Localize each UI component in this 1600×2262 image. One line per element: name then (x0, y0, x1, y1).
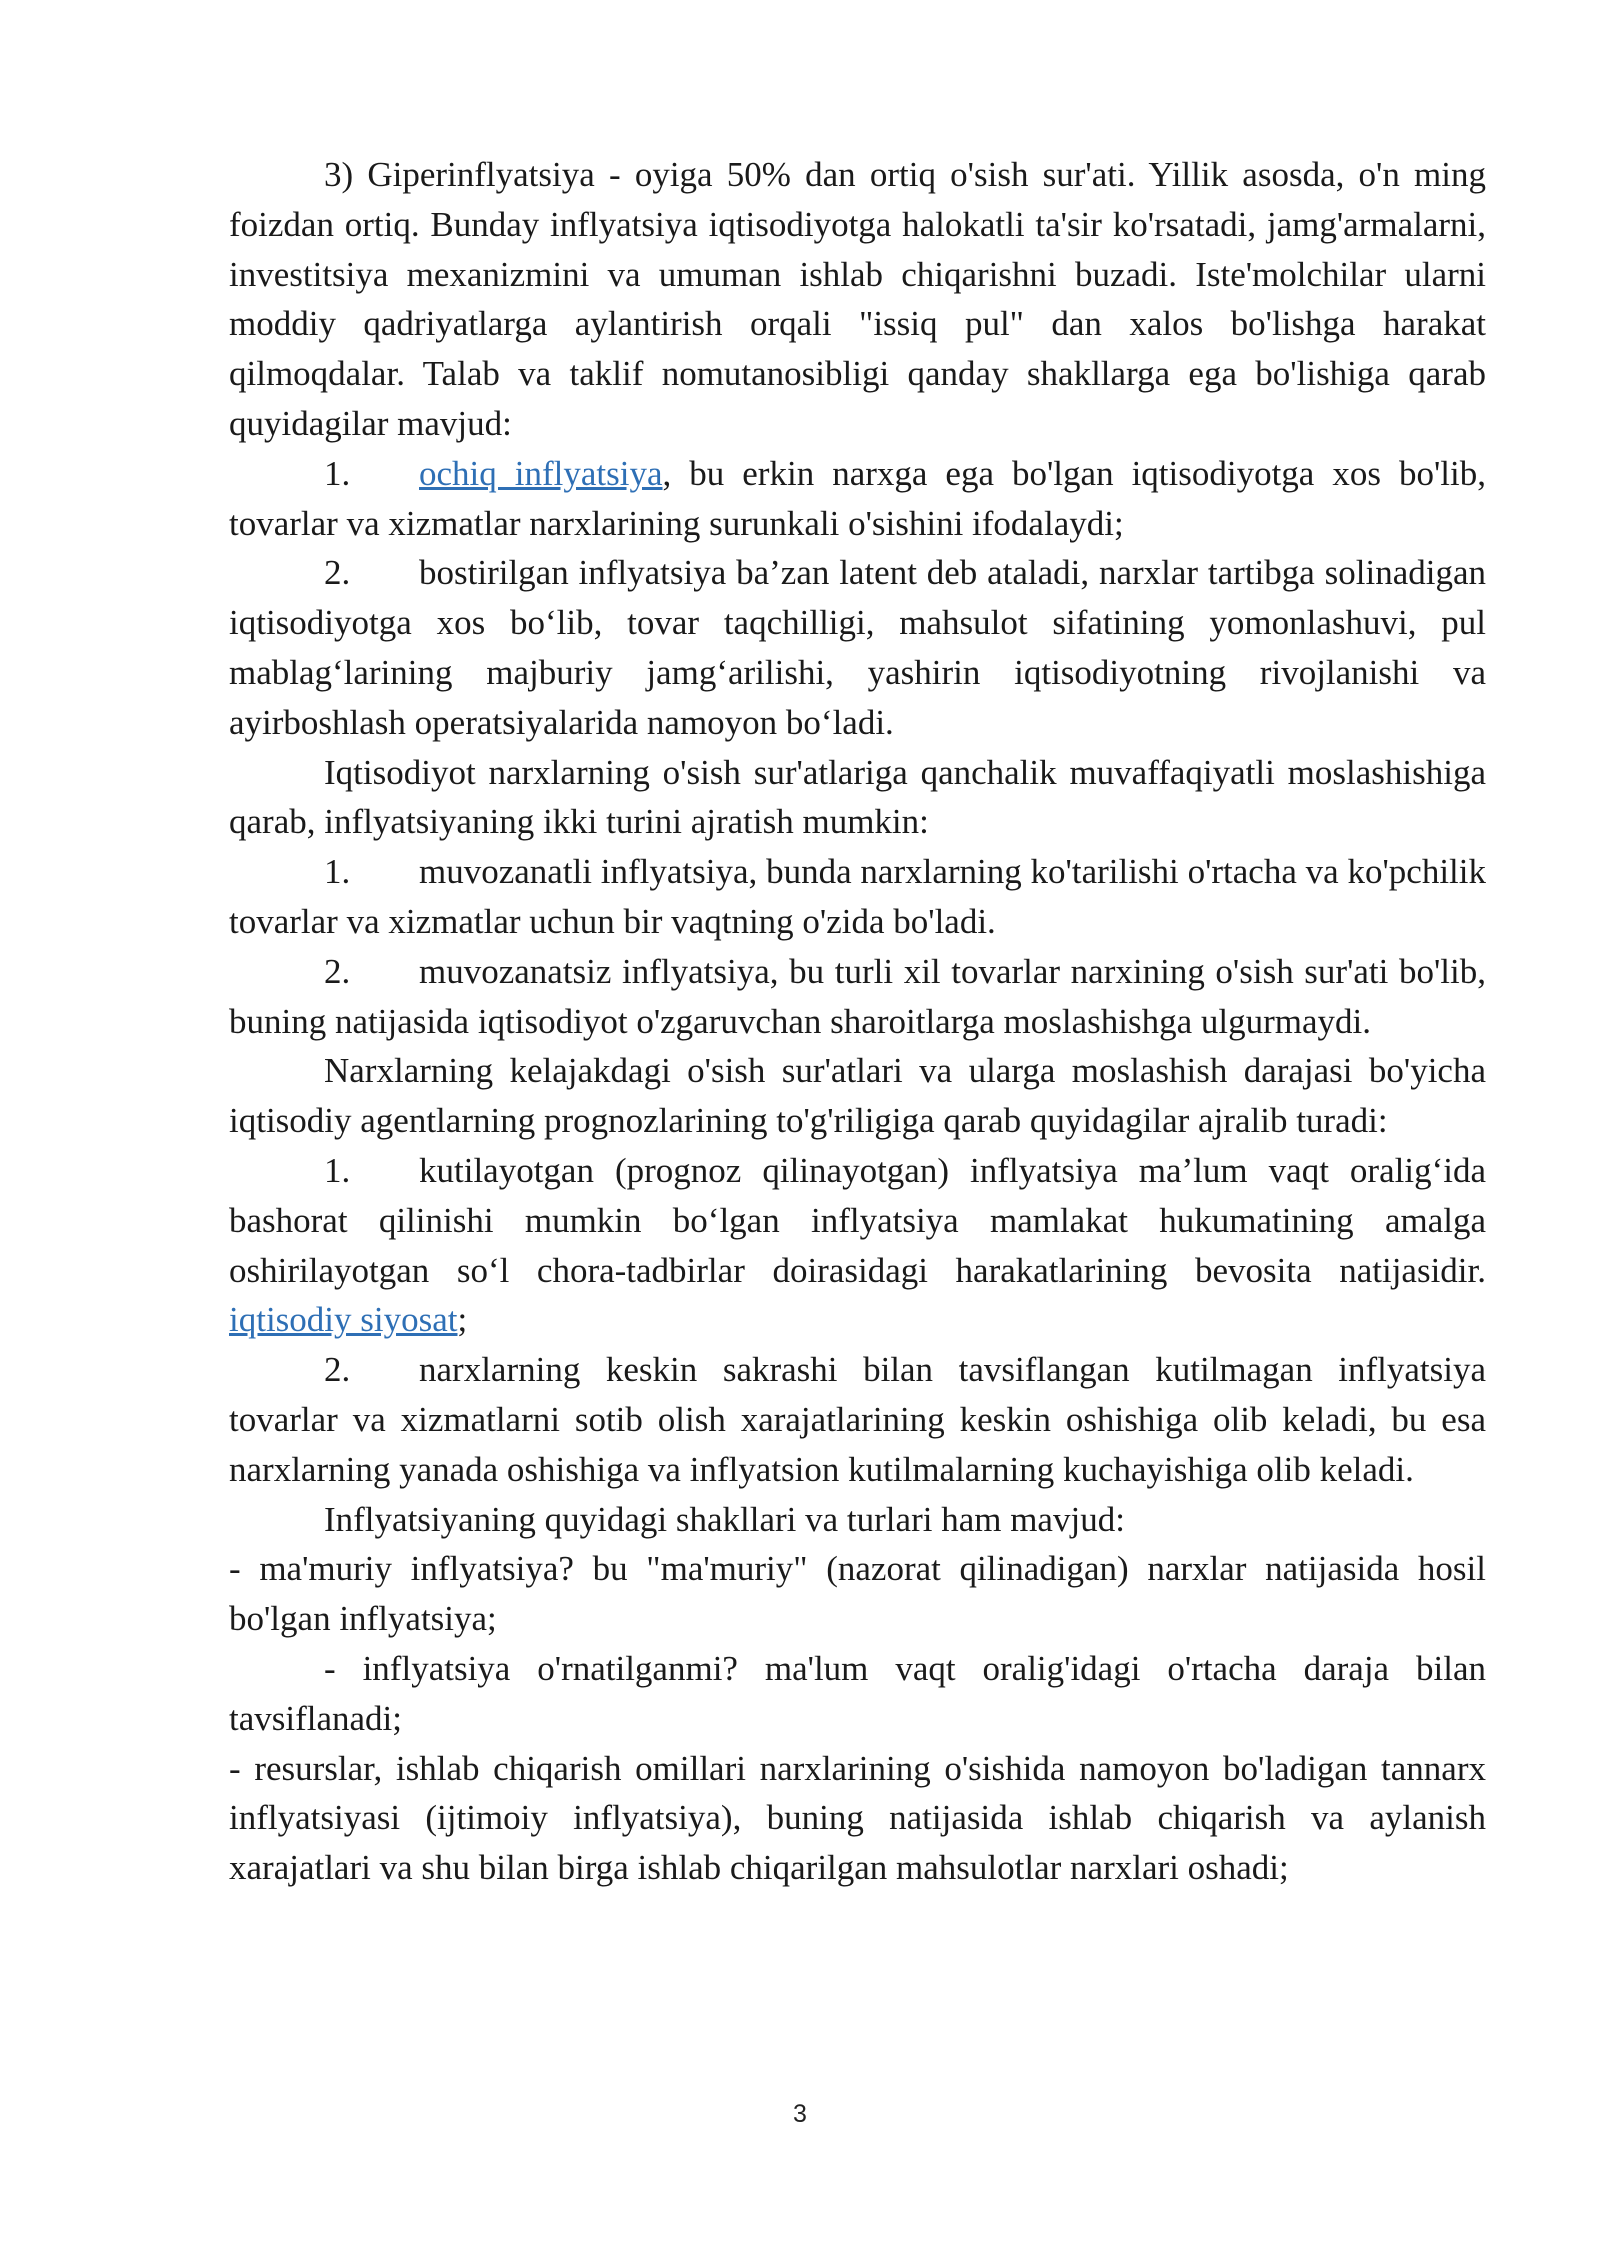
list-number: 1. (324, 1150, 351, 1190)
list-number: 1. (324, 453, 351, 493)
list-item-text: muvozanatli inflyatsiya, bunda narxlarning ko'tarilishi o'rtacha va ko'pchilik tovarlar va xizmatlar uchun bir vaqtning o'zida bo'ladi. (229, 852, 1486, 941)
list-item-text: bostirilgan inflyatsiya ba’zan latent deb ataladi, narxlar tartibga solinadigan iqtisodiyotga xos bo‘lib, tovar taqchilligi, mahsulot sifatining yomonlashuvi, pul mablag‘larining majburiy jamg‘arilishi, yashirin iqtisodiyotning rivojlanishi va ayirboshlash operatsiyalarida namoyon bo‘ladi. (229, 553, 1486, 742)
list-number: 2. (324, 951, 351, 991)
list-item-text: muvozanatsiz inflyatsiya, bu turli xil tovarlar narxining o'sish sur'ati bo'lib, buning natijasida iqtisodiyot o'zgaruvchan sharoitlarga moslashishga ulgurmaydi. (229, 951, 1486, 1041)
list-item-suppressed-inflation (229, 548, 1486, 747)
list-item-expected-inflation (229, 1146, 1486, 1345)
list-item-text: kutilayotgan (prognoz qilinayotgan) inflyatsiya ma’lum vaqt oralig‘ida bashorat qilinishi mumkin bo‘lgan inflyatsiya mamlakat hukumatining amalga oshirilayotgan so‘l chora-tadbirlar doirasidagi harakatlarining bevosita natijasidir. (229, 1150, 1486, 1290)
list-item-text: narxlarning keskin sakrashi bilan tavsiflangan kutilmagan inflyatsiya tovarlar va xizmatlarni sotib olish xarajatlarining keskin oshishiga olib keladi, bu esa narxlarning yanada oshishiga va inflyatsion kutilmalarning kuchayishiga olib keladi. (229, 1350, 1486, 1489)
paragraph-hyperinflation: 3) Giperinflyatsiya - oyiga 50% dan ortiq o'sish sur'ati. Yillik asosda, o'n ming foizdan ortiq. Bunday inflyatsiya iqtisodiyotga halokatli ta'sir ko'rsatadi, jamg'armalarni, investitsiya mexanizmini va umuman ishlab chiqarishni buzadi. Iste'molchilar ularni moddiy qadriyatlarga aylantirish orqali "issiq pul" dan xalos bo'lishga harakat qilmoqdalar. Talab va taklif nomutanosibligi qanday shakllarga ega bo'lishiga qarab quyidagilar mavjud: (229, 155, 1486, 443)
list-item-text: , bu erkin narxga ega bo'lgan iqtisodiyotga xos bo'lib, tovarlar va xizmatlar narxlarining surunkali o'sishini ifodalaydi; (229, 453, 1486, 543)
list-item-unexpected-inflation (229, 1345, 1486, 1494)
list-item-open-inflation (229, 449, 1486, 549)
list-number: 1. (324, 852, 351, 892)
document-body (229, 150, 1486, 1893)
list-item-unbalanced-inflation (229, 947, 1486, 1047)
paragraph-forecasts: Narxlarning kelajakdagi o'sish sur'atlari va ularga moslashish darajasi bo'yicha iqtisodiy agentlarning prognozlarining to'g'riligiga qarab quyidagilar ajralib turadi: (229, 1051, 1486, 1141)
list-number: 2. (324, 1350, 351, 1390)
list-item-end: ; (457, 1300, 468, 1340)
dash-item-cost-inflation: - resurslar, ishlab chiqarish omillari narxlarining o'sishida namoyon bo'ladigan tannarx inflyatsiyasi (ijtimoiy inflyatsiya), buning natijasida ishlab chiqarish va aylanish xarajatlari va shu bilan birga ishlab chiqarilgan mahsulotlar narxlari oshadi; (229, 1748, 1486, 1888)
dash-item-administrative: - ma'muriy inflyatsiya? bu "ma'muriy" (nazorat qilinadigan) narxlar natijasida hosil bo'lgan inflyatsiya; (229, 1549, 1486, 1639)
paragraph-adaptation: Iqtisodiyot narxlarning o'sish sur'atlariga qanchalik muvaffaqiyatli moslashishiga qarab, inflyatsiyaning ikki turini ajratish mumkin: (229, 752, 1486, 842)
list-item-balanced-inflation (229, 847, 1486, 947)
paragraph-forms: Inflyatsiyaning quyidagi shakllari va turlari ham mavjud: (324, 1499, 1125, 1539)
dash-item-established: - inflyatsiya o'rnatilganmi? ma'lum vaqt oralig'idagi o'rtacha daraja bilan tavsiflanadi; (229, 1648, 1486, 1738)
page-number: 3 (793, 2100, 807, 2128)
list-number: 2. (324, 553, 351, 593)
economic-policy-link[interactable]: iqtisodiy siyosat (229, 1300, 458, 1340)
open-inflation-link[interactable]: ochiq inflyatsiya (419, 453, 663, 493)
